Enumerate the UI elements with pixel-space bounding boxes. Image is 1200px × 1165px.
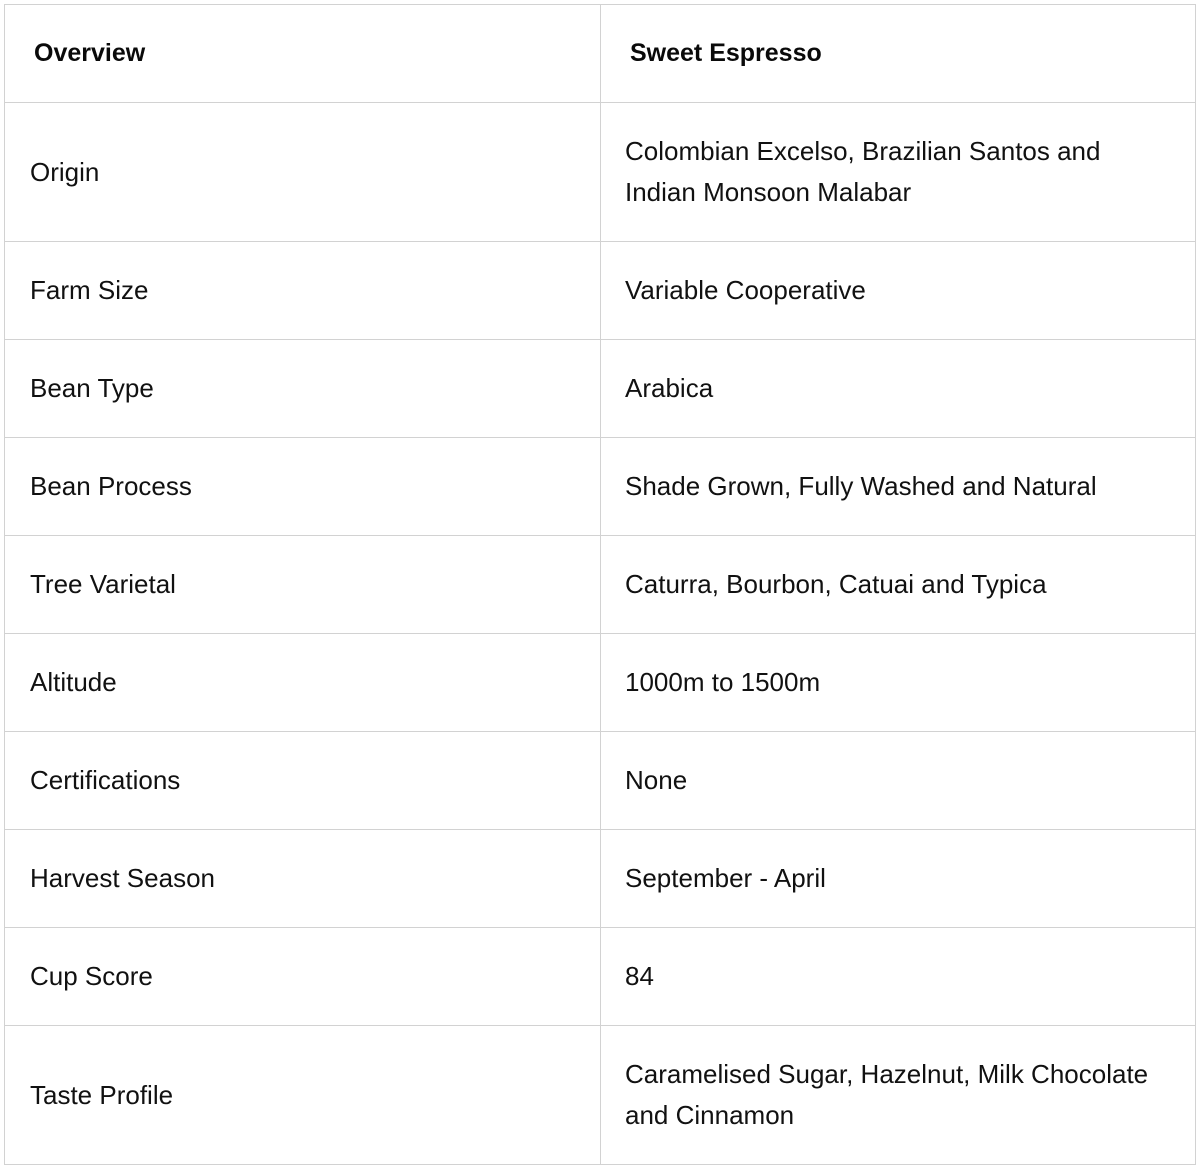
table-header-row bbox=[5, 5, 1196, 103]
row-value: Shade Grown, Fully Washed and Natural bbox=[601, 438, 1196, 536]
row-label: Farm Size bbox=[5, 242, 601, 340]
row-label: Taste Profile bbox=[5, 1026, 601, 1165]
row-label: Certifications bbox=[5, 732, 601, 830]
table-row-harvest-season bbox=[5, 830, 1196, 928]
table-row-altitude bbox=[5, 634, 1196, 732]
row-value: 1000m to 1500m bbox=[601, 634, 1196, 732]
row-value: September - April bbox=[601, 830, 1196, 928]
table-row-tree-varietal bbox=[5, 536, 1196, 634]
row-label: Origin bbox=[5, 103, 601, 242]
table-row-certifications bbox=[5, 732, 1196, 830]
row-label: Bean Process bbox=[5, 438, 601, 536]
table-row-cup-score bbox=[5, 928, 1196, 1026]
row-value: 84 bbox=[601, 928, 1196, 1026]
row-label: Cup Score bbox=[5, 928, 601, 1026]
row-label: Tree Varietal bbox=[5, 536, 601, 634]
row-value: Variable Cooperative bbox=[601, 242, 1196, 340]
row-value: Arabica bbox=[601, 340, 1196, 438]
row-value: Caramelised Sugar, Hazelnut, Milk Chocolate and Cinnamon bbox=[601, 1026, 1196, 1165]
table-row-taste-profile bbox=[5, 1026, 1196, 1165]
table-row-farm-size bbox=[5, 242, 1196, 340]
row-label: Bean Type bbox=[5, 340, 601, 438]
table-row-bean-type bbox=[5, 340, 1196, 438]
row-value: Caturra, Bourbon, Catuai and Typica bbox=[601, 536, 1196, 634]
coffee-overview-table bbox=[4, 4, 1196, 1165]
row-label: Altitude bbox=[5, 634, 601, 732]
row-value: None bbox=[601, 732, 1196, 830]
table-row-bean-process bbox=[5, 438, 1196, 536]
header-overview: Overview bbox=[5, 5, 601, 103]
header-product-name: Sweet Espresso bbox=[601, 5, 1196, 103]
row-value: Colombian Excelso, Brazilian Santos and Indian Monsoon Malabar bbox=[601, 103, 1196, 242]
row-label: Harvest Season bbox=[5, 830, 601, 928]
table-row-origin bbox=[5, 103, 1196, 242]
